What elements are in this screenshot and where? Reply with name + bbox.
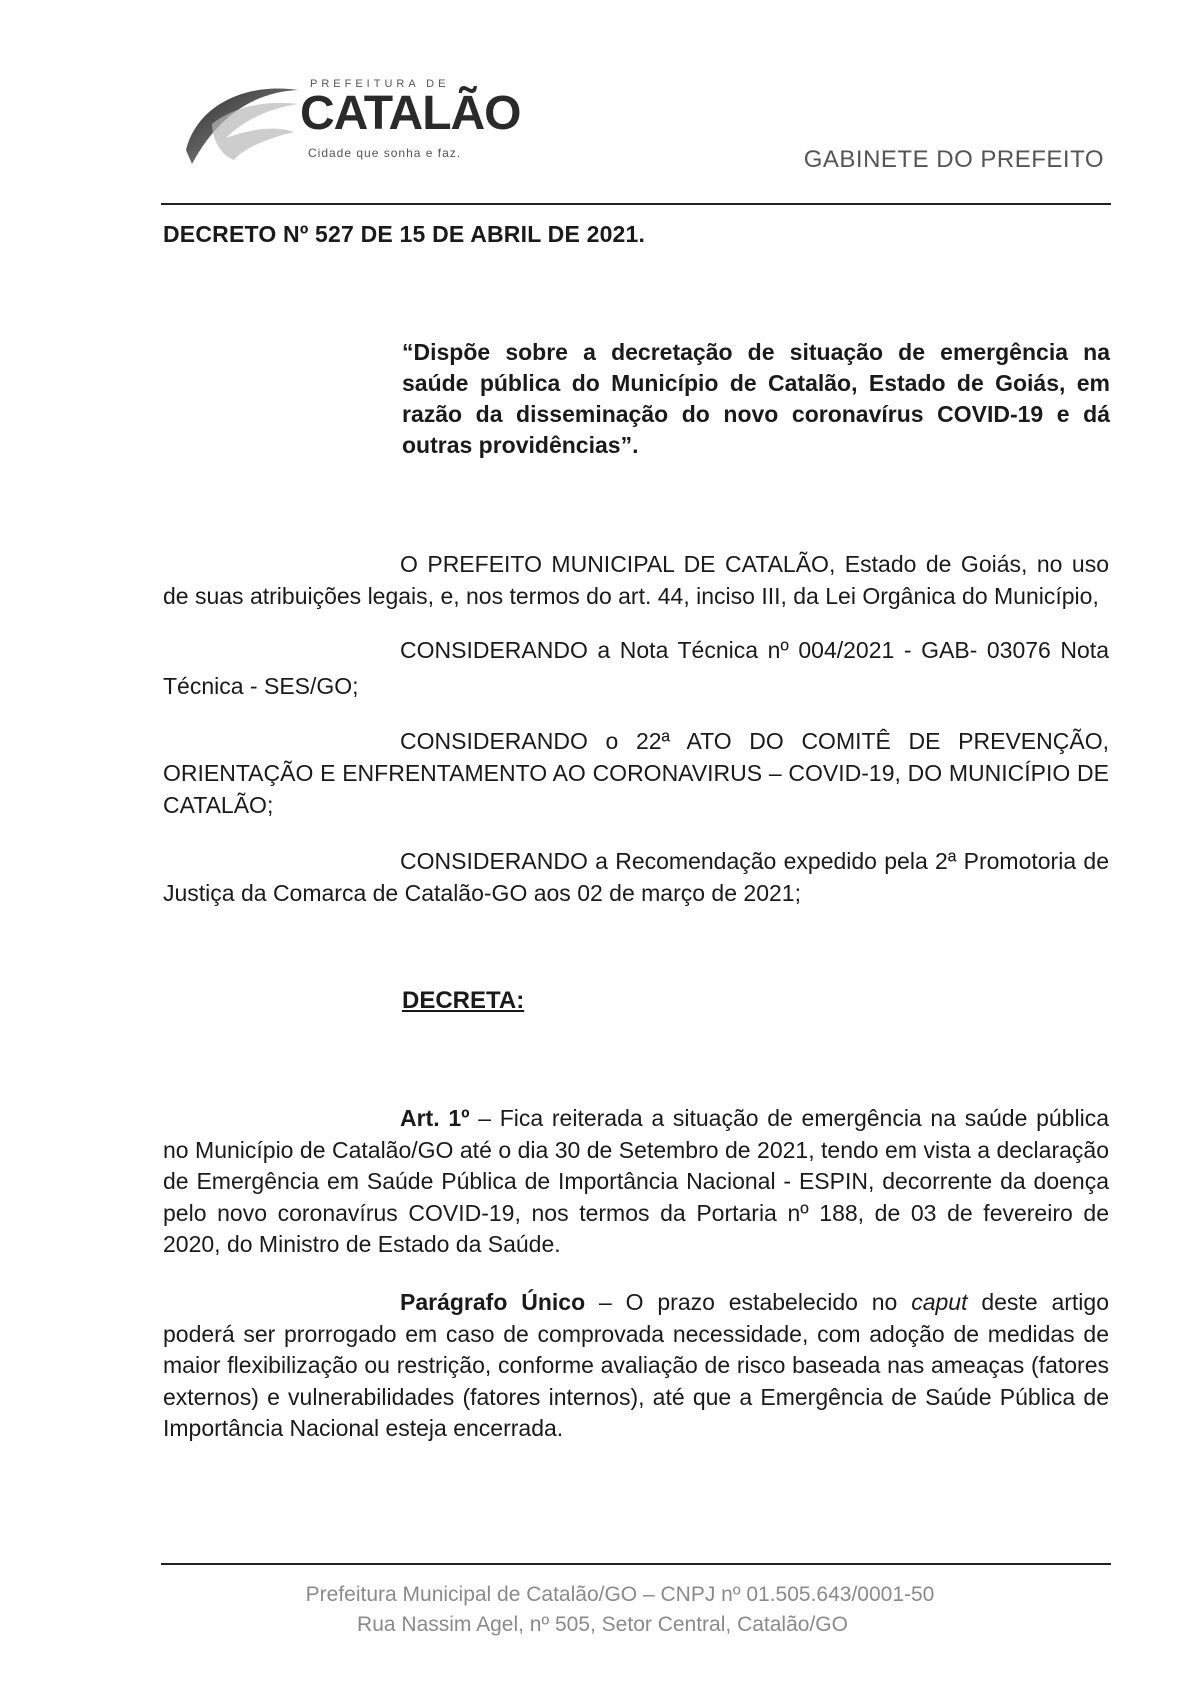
preamble-text: O PREFEITO MUNICIPAL DE CATALÃO, Estado de Goiás, no uso de suas atribuições legais, e, nos termos do art. 44, inciso III, da Lei Orgânica do Município, bbox=[163, 551, 1109, 609]
article-1-text: – Fica reiterada a situação de emergência na saúde pública no Município de Catalão/GO até o dia 30 de Setembro de 2021, tendo em vista a declaração de Emergência em Saúde Pública de Importância Nacional - ESPIN, decorrente da doença pelo novo coronavírus COVID-19, nos termos da Portaria nº 188, de 03 de fevereiro de 2020, do Ministro de Estado da Saúde. bbox=[163, 1105, 1109, 1257]
decreta-heading: DECRETA: bbox=[402, 987, 525, 1014]
logo-name-text: CATALÃO bbox=[300, 87, 521, 140]
footer-line-2: Rua Nassim Agel, nº 505, Setor Central, Catalão/GO bbox=[357, 1613, 848, 1636]
article-1-label: Art. 1º bbox=[400, 1105, 470, 1131]
paragrafo-text-1: – O prazo estabelecido no bbox=[585, 1289, 912, 1315]
considerando-paragraph-3 bbox=[163, 845, 1109, 909]
paragrafo-unico-paragraph bbox=[163, 1287, 1109, 1445]
swoosh-logo-icon bbox=[182, 68, 302, 168]
header-divider bbox=[161, 203, 1111, 205]
article-1-paragraph bbox=[163, 1103, 1109, 1261]
considerando-3-text: CONSIDERANDO a Recomendação expedido pela 2ª Promotoria de Justiça da Comarca de Catalão-GO aos 02 de março de 2021; bbox=[163, 848, 1109, 906]
footer-line-1: Prefeitura Municipal de Catalão/GO – CNPJ nº 01.505.643/0001-50 bbox=[305, 1583, 935, 1606]
office-title: GABINETE DO PREFEITO bbox=[803, 146, 1104, 173]
paragrafo-caput: caput bbox=[911, 1289, 968, 1315]
page-footer bbox=[0, 1580, 1200, 1640]
considerando-paragraph-2 bbox=[163, 725, 1109, 821]
logo-prefix-text: PREFEITURA DE bbox=[310, 78, 450, 90]
considerando-paragraph-1 bbox=[163, 634, 1109, 702]
preamble-paragraph bbox=[163, 548, 1109, 612]
considerando-1-line-1: CONSIDERANDO a Nota Técnica nº 004/2021 - GAB- 03076 Nota bbox=[400, 637, 1109, 663]
footer-divider bbox=[161, 1563, 1111, 1565]
decree-title: DECRETO Nº 527 DE 15 DE ABRIL DE 2021. bbox=[163, 221, 646, 247]
considerando-1-line-2: Técnica - SES/GO; bbox=[163, 673, 359, 699]
logo-tagline-text: Cidade que sonha e faz. bbox=[308, 146, 462, 160]
paragrafo-text-2: deste artigo poderá ser prorrogado em caso de comprovada necessidade, com adoção de medidas de maior flexibilização ou restrição, conforme avaliação de risco baseada nas ameaças (fatores externos) e vulnerabilidades (fatores internos), até que a Emergência de Saúde Pública de Importância Nacional esteja encerrada. bbox=[163, 1289, 1109, 1441]
considerando-2-text: CONSIDERANDO o 22ª ATO DO COMITÊ DE PREVENÇÃO, ORIENTAÇÃO E ENFRENTAMENTO AO CORONAVIRUS – COVID-19, DO MUNICÍPIO DE CATALÃO; bbox=[163, 728, 1109, 818]
paragrafo-unico-label: Parágrafo Único bbox=[400, 1289, 586, 1315]
municipal-logo bbox=[182, 60, 562, 170]
decree-ementa: “Dispõe sobre a decretação de situação de emergência na saúde pública do Município de Catalão, Estado de Goiás, em razão da disseminação do novo coronavírus COVID-19 e dá outras providências”. bbox=[402, 339, 1110, 458]
